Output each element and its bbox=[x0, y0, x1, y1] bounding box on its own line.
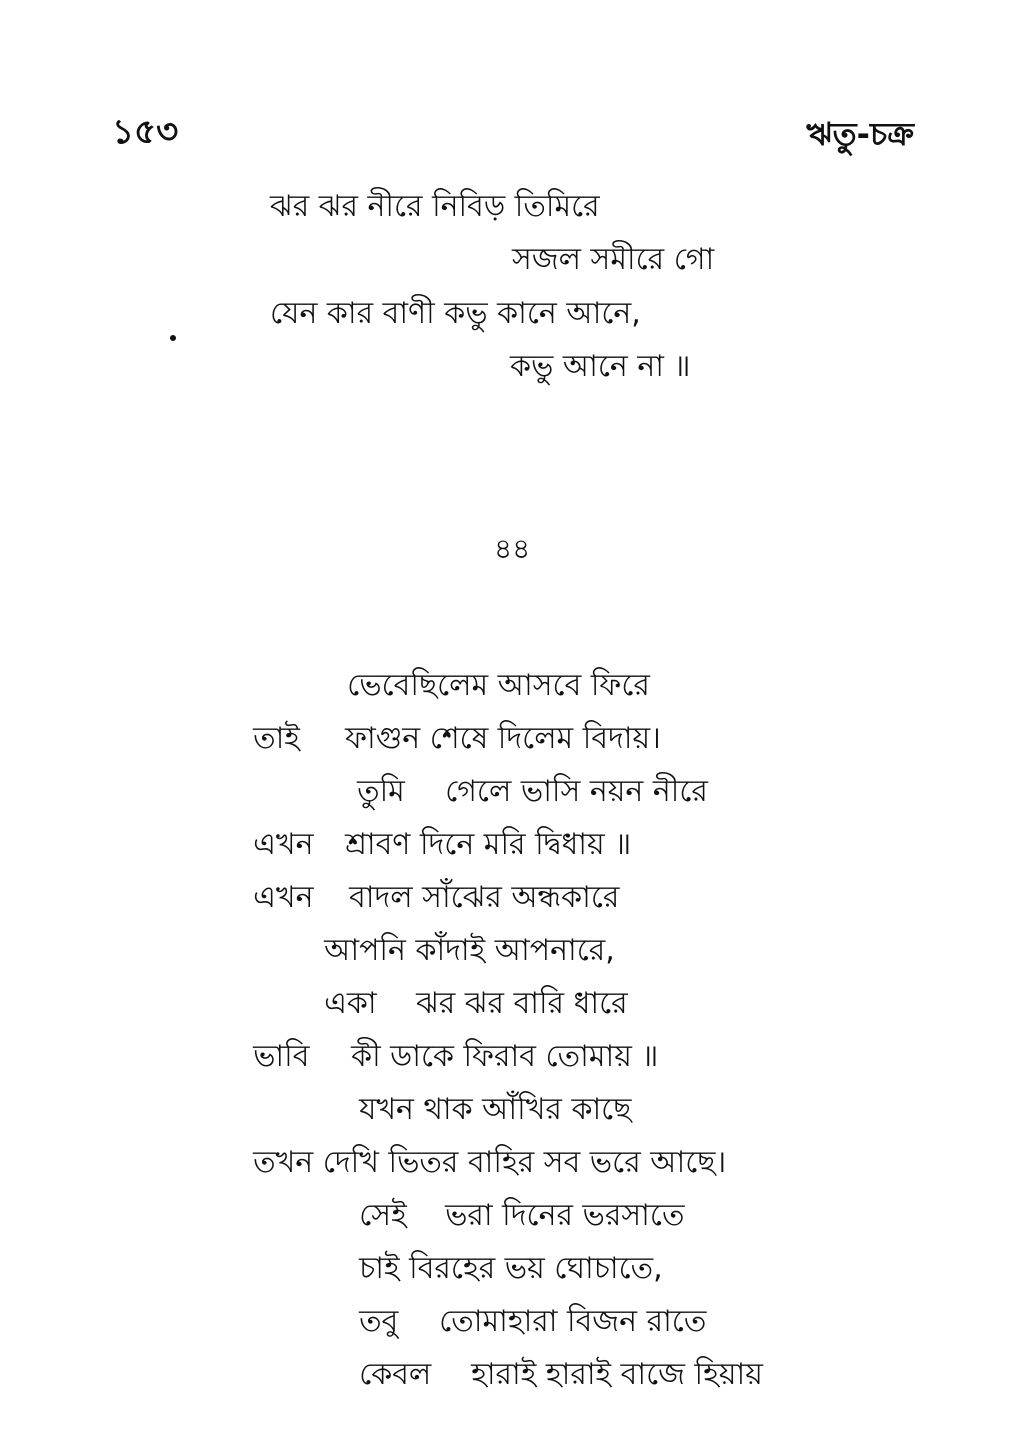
song-line-text: কী ডাকে ফিরাব তোমায় ॥ bbox=[351, 1039, 659, 1074]
song-line-prefix: তাই bbox=[253, 721, 300, 756]
song-line-text: যখন থাক আঁখির কাছে bbox=[359, 1092, 632, 1127]
song-line-prefix: এখন bbox=[253, 827, 314, 862]
song-line-prefix: এখন bbox=[253, 880, 314, 915]
song-line-text: চাই বিরহের ভয় ঘোচাতে, bbox=[359, 1251, 663, 1286]
running-title: ঋতু-চক্র bbox=[806, 115, 914, 153]
song-line-text: গেলে ভাসি নয়ন নীরে bbox=[445, 774, 708, 809]
stray-dot bbox=[170, 335, 176, 341]
song-line-prefix: তুমি bbox=[357, 774, 405, 809]
song-line-text: ভরা দিনের ভরসাতে bbox=[445, 1198, 685, 1233]
song-line-text: আপনি কাঁদাই আপনারে, bbox=[324, 933, 615, 968]
song-line bbox=[340, 1309, 763, 1397]
song-line-text: তখন দেখি ভিতর বাহির সব ভরে আছে। bbox=[253, 1145, 727, 1180]
song-line-prefix: তবু bbox=[359, 1304, 399, 1339]
song-line-text: ঝর ঝর বারি ধারে bbox=[416, 986, 628, 1021]
top-stanza-line: কভু আনে না ॥ bbox=[510, 349, 691, 384]
song-line-text: ভেবেছিলেম আসবে ফিরে bbox=[347, 668, 650, 703]
song-line-prefix: সেই bbox=[359, 1198, 407, 1233]
song-line-text: হারাই হারাই বাজে হিয়ায় bbox=[471, 1357, 763, 1392]
page-number: ১৫৩ bbox=[112, 112, 179, 152]
top-stanza-line: ঝর ঝর নীরে নিবিড় তিমিরে bbox=[270, 189, 600, 224]
song-line-prefix: কেবল bbox=[359, 1357, 432, 1392]
top-stanza-line: যেন কার বাণী কভু কানে আনে, bbox=[270, 296, 641, 331]
song-line-text: শ্রাবণ দিনে মরি দ্বিধায় ॥ bbox=[345, 827, 632, 862]
song-line-text: তোমাহারা বিজন রাতে bbox=[439, 1304, 707, 1339]
song-line-text: ফাগুন শেষে দিলেম বিদায়। bbox=[345, 721, 661, 756]
song-number: ৪৪ bbox=[494, 532, 531, 565]
top-stanza-line: সজল সমীরে গো bbox=[512, 242, 715, 277]
song-line-text: বাদল সাঁঝের অন্ধকারে bbox=[349, 880, 620, 915]
song-line-prefix: একা bbox=[324, 986, 377, 1021]
song-line-prefix: ভাবি bbox=[253, 1039, 310, 1074]
